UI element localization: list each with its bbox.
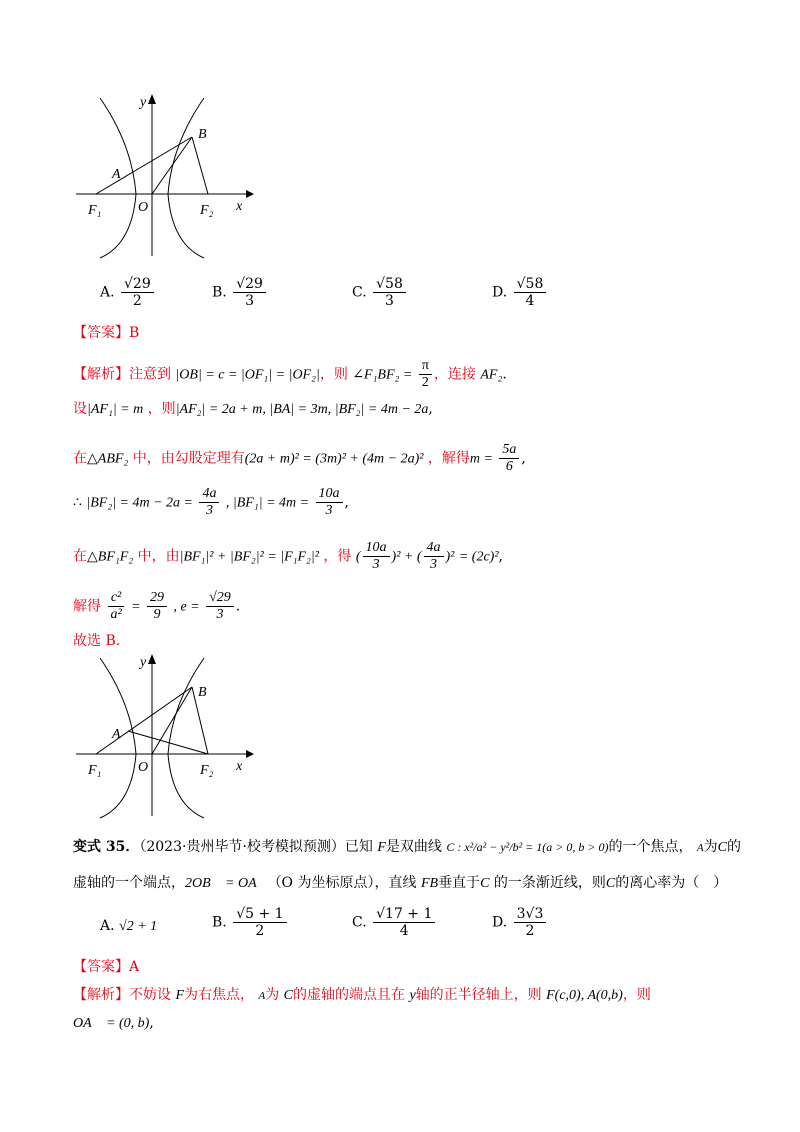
- q35-statement-line-2: 虚轴的一个端点，2OB⃗ = OA⃗（O 为坐标原点），直线 FB垂直于C 的一条渐近线，则C的离心率为（ ）: [73, 875, 728, 891]
- q35-title: 变式 35．: [73, 839, 140, 855]
- label-y: y: [140, 655, 147, 670]
- q34-solution-line-1: 【解析】注意到 |OB| = c = |OF₁| = |OF₂|，则 ∠F₁BF₂ = $\frac{\pi}{2}$ ，连接 AF₂.: [73, 358, 507, 390]
- label-B: B: [198, 685, 207, 700]
- hyperbola-figure-top: [70, 90, 260, 260]
- q34-option-d: D. $\frac{√58}{4}$: [492, 276, 548, 309]
- q35-option-a: A. √2 + 1: [100, 918, 158, 934]
- q35-statement-line-1: 变式 35．（2023·贵州毕节·校考模拟预测）已知 F是双曲线 C : x²/a² − y²/b² = 1(a > 0, b > 0)的一个焦点， A为C的: [73, 839, 741, 855]
- label-y: y: [140, 95, 147, 110]
- label-F1: F₁: [88, 763, 102, 778]
- q35-solution-line-1: 【解析】不妨设 F为右焦点， A为 C的虚轴的端点且在 y轴的正半径轴上，则 F(c,0), A(0,b)，则: [73, 987, 651, 1003]
- label-O: O: [138, 200, 149, 215]
- q35-answer: 【答案】A: [73, 959, 140, 975]
- q34-solution-line-6: 解得 $\frac{\text{c²}}{\text{a²}}$ = $\frac{29}{9}$ , e = $\frac{√29}{3}$ .: [73, 590, 241, 622]
- label-A: A: [112, 167, 121, 182]
- label-x: x: [236, 759, 243, 774]
- label-B: B: [198, 127, 207, 142]
- label-F2: F₂: [200, 763, 214, 778]
- q34-option-a: A. $\frac{√29}{2}$: [100, 276, 156, 309]
- q34-answer: 【答案】B: [73, 325, 140, 341]
- label-x: x: [236, 199, 243, 214]
- q34-option-c: C. $\frac{√58}{3}$: [352, 276, 408, 309]
- q34-solution-line-3: 在△ABF₂ 中，由勾股定理有(2a + m)² = (3m)² + (4m − 2a)² ，解得m = $\frac{5a}{6}$ ,: [73, 442, 526, 474]
- hyperbola-figure-bottom: [70, 650, 260, 820]
- q35-solution-line-2: OA⃗ = (0, b),: [73, 1015, 154, 1031]
- q34-solution-line-5: 在△BF₁F₂ 中，由|BF₁|² + |BF₂|² = |F₁F₂|² ，得 ( $\frac{10a}{3}$ )² + ( $\frac{4a}{3}$ )² = (2c)²,: [73, 540, 503, 572]
- q34-conclusion: 故选 B.: [73, 633, 121, 649]
- label-O: O: [138, 760, 149, 775]
- q35-option-c: C. $\frac{√17 + 1}{4}$: [352, 906, 437, 939]
- q34-solution-line-4: ∴ |BF₂| = 4m − 2a = $\frac{4a}{3}$ , |BF₁| = 4m = $\frac{10a}{3}$ ,: [73, 486, 349, 518]
- label-A: A: [112, 727, 121, 742]
- q35-option-b: B. $\frac{√5 + 1}{2}$: [212, 906, 289, 939]
- q34-option-b: B. $\frac{√29}{3}$: [212, 276, 268, 309]
- q34-solution-line-2: 设|AF₁| = m ，则|AF₂| = 2a + m, |BA| = 3m, |BF₂| = 4m − 2a,: [73, 401, 433, 417]
- label-F1: F₁: [88, 203, 102, 218]
- q35-option-d: D. $\frac{3√3}{2}$: [492, 906, 548, 939]
- label-F2: F₂: [200, 203, 214, 218]
